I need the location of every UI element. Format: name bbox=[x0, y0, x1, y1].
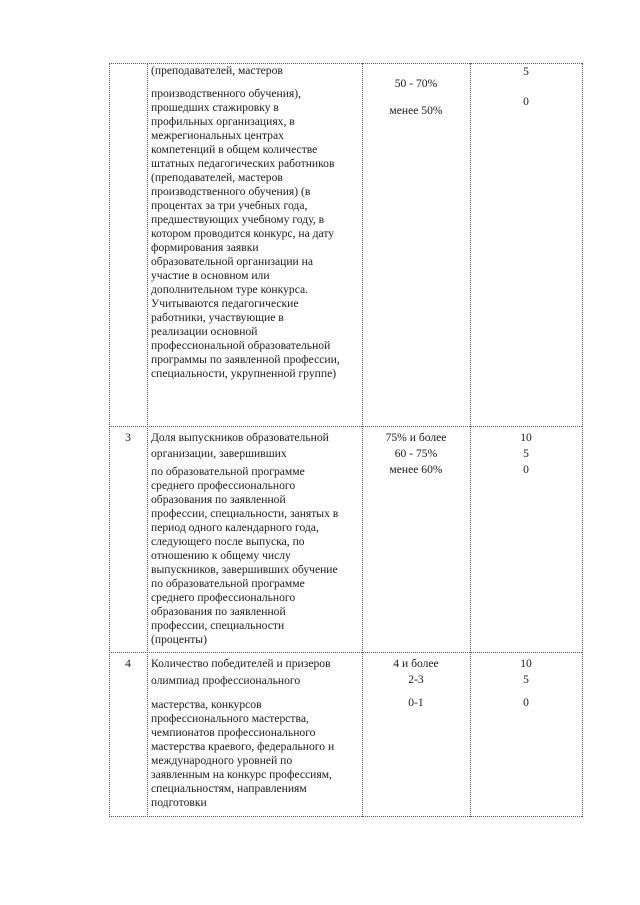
score-value: 0 bbox=[523, 696, 529, 709]
criterion-line: среднего профессионального bbox=[151, 591, 296, 604]
criterion-line: участие в основном или bbox=[151, 269, 270, 282]
criterion-line: (преподавателей, мастеров bbox=[151, 171, 283, 184]
criterion-line: производственного обучения) (в bbox=[151, 185, 311, 198]
criterion-line: штатных педагогических работников bbox=[151, 157, 335, 170]
criterion-line: (проценты) bbox=[151, 633, 207, 646]
criterion-line: процентах за три учебных года, bbox=[151, 199, 308, 212]
criterion-line: Количество победителей и призеров bbox=[151, 657, 331, 670]
criterion-line: чемпионатов профессионального bbox=[151, 726, 316, 739]
criterion-line: прошедших стажировку в bbox=[151, 101, 279, 114]
criterion-line: следующего после выпуска, по bbox=[151, 535, 305, 548]
score-value: 5 bbox=[523, 65, 529, 78]
row-number: 4 bbox=[125, 657, 131, 670]
score-value: 10 bbox=[520, 431, 532, 444]
row-divider bbox=[109, 652, 582, 653]
row-number: 3 bbox=[125, 431, 131, 444]
criterion-line: межрегиональных центрах bbox=[151, 129, 284, 142]
criterion-line: отношению к общему числу bbox=[151, 549, 291, 562]
criterion-line: работники, участвующие в bbox=[151, 311, 284, 324]
criterion-line: профильных организациях, в bbox=[151, 115, 295, 128]
criterion-line: международного уровней по bbox=[151, 754, 293, 767]
criterion-line: производственного обучения), bbox=[151, 87, 301, 100]
criterion-line: выпускников, завершивших обучение bbox=[151, 563, 338, 576]
criterion-line: реализации основной bbox=[151, 325, 258, 338]
score-value: 5 bbox=[523, 447, 529, 460]
value-range: 50 - 70% bbox=[394, 77, 438, 90]
score-value: 0 bbox=[523, 463, 529, 476]
criterion-line: мастерства, конкурсов bbox=[151, 698, 262, 711]
criterion-line: профессии, специальности, занятых в bbox=[151, 507, 339, 520]
criterion-line: дополнительном туре конкурса. bbox=[151, 283, 309, 296]
table-border-bottom bbox=[109, 816, 582, 817]
value-range: менее 50% bbox=[389, 104, 443, 117]
criterion-line: период одного календарного года, bbox=[151, 521, 319, 534]
value-range: 0-1 bbox=[408, 696, 424, 709]
criterion-line: профессиональной образовательной bbox=[151, 339, 331, 352]
criterion-line: котором проводится конкурс, на дату bbox=[151, 227, 335, 240]
criterion-line: по образовательной программе bbox=[151, 465, 305, 478]
criterion-line: предшествующих учебному году, в bbox=[151, 213, 325, 226]
criterion-line: образования по заявленной bbox=[151, 493, 286, 506]
score-value: 5 bbox=[523, 673, 529, 686]
criterion-line: специальности, укрупненной группе) bbox=[151, 367, 337, 380]
criterion-line: среднего профессионального bbox=[151, 479, 296, 492]
criterion-line: образования по заявленной bbox=[151, 605, 286, 618]
criterion-line: организации, завершивших bbox=[151, 447, 287, 460]
criterion-line: компетенций в общем количестве bbox=[151, 143, 318, 156]
value-range: 4 и более bbox=[393, 657, 439, 670]
score-value: 10 bbox=[520, 657, 532, 670]
table-border-right bbox=[582, 63, 583, 817]
score-value: 0 bbox=[523, 95, 529, 108]
table-column-divider bbox=[147, 63, 148, 817]
criterion-line: заявленным на конкурс профессиям, bbox=[151, 768, 332, 781]
criterion-line: Доля выпускников образовательной bbox=[151, 431, 329, 444]
criterion-line: мастерства краевого, федерального и bbox=[151, 740, 335, 753]
value-range: 75% и более bbox=[385, 431, 447, 444]
value-range: 2-3 bbox=[408, 673, 424, 686]
value-range: менее 60% bbox=[389, 463, 443, 476]
criterion-line: программы по заявленной профессии, bbox=[151, 353, 340, 366]
criterion-line: специальностям, направлениям bbox=[151, 782, 307, 795]
criterion-line: образовательной организации на bbox=[151, 255, 313, 268]
row-divider bbox=[109, 426, 582, 427]
criterion-line: олимпиад профессионального bbox=[151, 674, 301, 687]
criterion-line: по образовательной программе bbox=[151, 577, 305, 590]
criterion-line: формирования заявки bbox=[151, 241, 259, 254]
criterion-line: профессии, специальности bbox=[151, 619, 285, 632]
criterion-line: Учитываются педагогические bbox=[151, 297, 299, 310]
criterion-line: подготовки bbox=[151, 796, 207, 809]
criterion-line: (преподавателей, мастеров bbox=[151, 64, 283, 77]
value-range: 60 - 75% bbox=[394, 447, 438, 460]
criterion-line: профессионального мастерства, bbox=[151, 712, 309, 725]
